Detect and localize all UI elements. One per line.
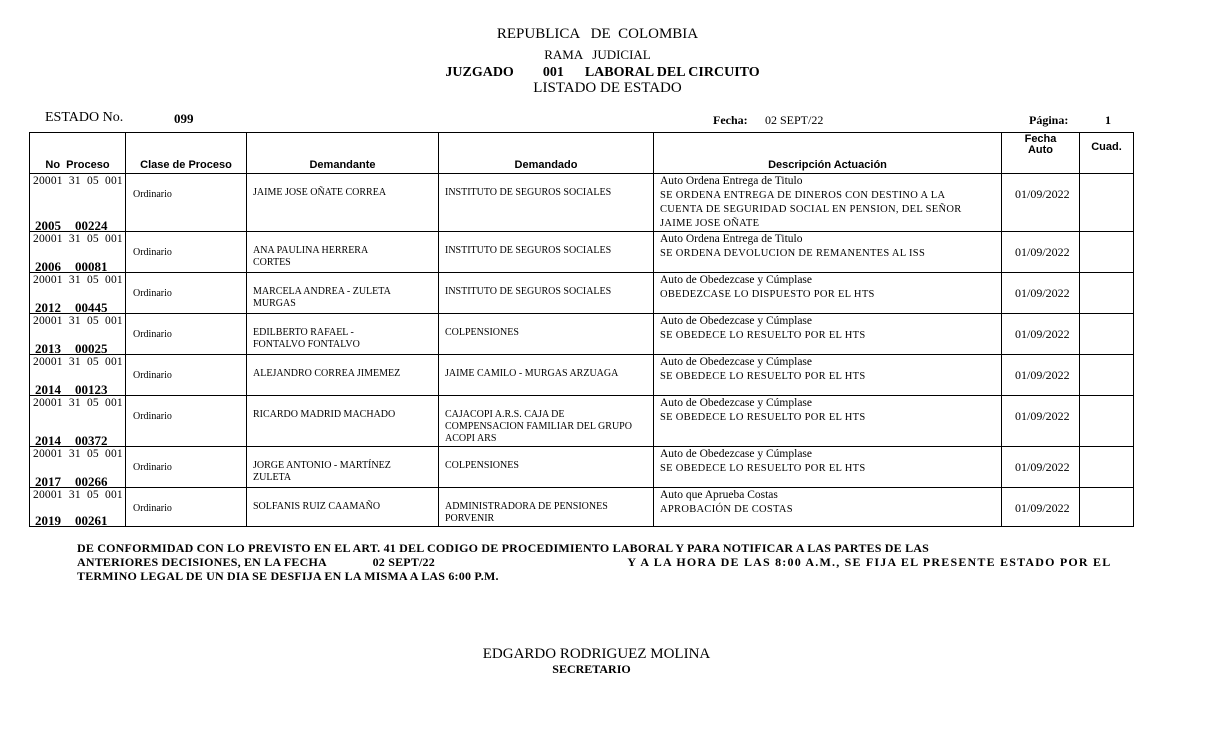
proceso-year: 2006 (35, 259, 61, 274)
proceso-code: 20001 31 05 001 (33, 315, 123, 327)
footer-line3: TERMINO LEGAL DE UN DIA SE DESFIJA EN LA MISMA A LAS 6:00 P.M. (77, 569, 499, 583)
cell-fecha-auto (1002, 273, 1080, 314)
signature-role: SECRETARIO (552, 662, 631, 676)
cell-demandado (439, 174, 654, 232)
cell-cuad (1080, 232, 1134, 273)
demandado-text: ADMINISTRADORA DE PENSIONES PORVENIR (445, 501, 608, 524)
actuacion-title: Auto Ordena Entrega de Titulo (660, 175, 803, 187)
actuacion-desc: OBEDEZCASE LO DISPUESTO POR EL HTS (660, 289, 875, 300)
proceso-radicado (35, 261, 108, 273)
cell-demandante (247, 314, 439, 355)
demandante-text: SOLFANIS RUIZ CAAMAÑO (253, 501, 381, 512)
cell-clase (126, 355, 247, 396)
cell-demandante (247, 447, 439, 488)
table-row (30, 273, 1134, 314)
proceso-code: 20001 31 05 001 (33, 448, 123, 460)
table-header-row (30, 133, 1134, 174)
estado-value: 099 (174, 111, 194, 126)
proceso-code: 20001 31 05 001 (33, 397, 123, 409)
court-number: 001 (542, 65, 564, 80)
fecha-auto-text: 01/09/2022 (1015, 368, 1070, 382)
demandado-text: JAIME CAMILO - MURGAS ARZUAGA (445, 368, 619, 379)
cell-demandante (247, 488, 439, 527)
fecha-value: 02 SEPT/22 (765, 113, 824, 127)
cell-fecha-auto (1002, 488, 1080, 527)
cell-no-proceso (30, 488, 126, 527)
proceso-code: 20001 31 05 001 (33, 356, 123, 368)
cell-clase (126, 396, 247, 447)
table-row (30, 232, 1134, 273)
cell-fecha-auto (1002, 355, 1080, 396)
clase-text: Ordinario (133, 370, 172, 381)
demandado-text: INSTITUTO DE SEGUROS SOCIALES (445, 187, 612, 198)
footer-line2-b: Y A LA HORA DE LAS 8:00 A.M., SE FIJA EL PRESENTE ESTADO POR EL (627, 555, 1112, 569)
cell-clase (126, 174, 247, 232)
actuacion-title: Auto de Obedezcase y Cúmplase (660, 397, 813, 409)
proceso-radicado (35, 302, 108, 314)
clase-text: Ordinario (133, 329, 172, 340)
cell-cuad (1080, 174, 1134, 232)
col-fecha-auto-line2: Auto (1027, 144, 1054, 156)
cell-no-proceso (30, 396, 126, 447)
cell-demandante (247, 232, 439, 273)
footer-line2-a: ANTERIORES DECISIONES, EN LA FECHA (77, 555, 327, 569)
list-title: LISTADO DE ESTADO (533, 80, 682, 96)
cell-descripcion (654, 396, 1002, 447)
fecha-auto-text: 01/09/2022 (1015, 409, 1070, 423)
demandado-text: COLPENSIONES (445, 327, 519, 338)
cell-fecha-auto (1002, 314, 1080, 355)
fecha-auto-text: 01/09/2022 (1015, 327, 1070, 341)
actuacion-desc: SE OBEDECE LO RESUELTO POR EL HTS (660, 371, 866, 382)
proceso-code: 20001 31 05 001 (33, 489, 123, 501)
col-no-proceso: No Proceso (30, 133, 126, 174)
cell-clase (126, 273, 247, 314)
cell-cuad (1080, 396, 1134, 447)
fecha-auto-text: 01/09/2022 (1015, 245, 1070, 259)
cell-descripcion (654, 355, 1002, 396)
fecha-auto-text: 01/09/2022 (1015, 187, 1070, 201)
cell-cuad (1080, 355, 1134, 396)
table-row (30, 314, 1134, 355)
actuacion-title: Auto de Obedezcase y Cúmplase (660, 448, 813, 460)
clase-text: Ordinario (133, 189, 172, 200)
demandado-text: INSTITUTO DE SEGUROS SOCIALES (445, 286, 612, 297)
col-fecha-auto (1002, 133, 1080, 174)
proceso-year: 2014 (35, 382, 61, 397)
proceso-number: 00445 (75, 300, 108, 315)
actuacion-desc: APROBACIÓN DE COSTAS (660, 504, 793, 515)
demandado-text: INSTITUTO DE SEGUROS SOCIALES (445, 245, 612, 256)
cell-fecha-auto (1002, 232, 1080, 273)
court-type: LABORAL DEL CIRCUITO (584, 65, 760, 80)
cell-fecha-auto (1002, 174, 1080, 232)
pagina-value: 1 (1105, 113, 1111, 127)
cell-demandante (247, 174, 439, 232)
proceso-number: 00266 (75, 474, 108, 489)
cell-no-proceso (30, 273, 126, 314)
cell-fecha-auto (1002, 447, 1080, 488)
demandante-text: JORGE ANTONIO - MARTÍNEZ ZULETA (253, 460, 391, 483)
actuacion-desc: SE OBEDECE LO RESUELTO POR EL HTS (660, 412, 866, 423)
fecha-auto-text: 01/09/2022 (1015, 286, 1070, 300)
actuacion-title: Auto de Obedezcase y Cúmplase (660, 274, 813, 286)
cell-descripcion (654, 174, 1002, 232)
cell-cuad (1080, 488, 1134, 527)
demandante-text: RICARDO MADRID MACHADO (253, 409, 396, 420)
proceso-code: 20001 31 05 001 (33, 274, 123, 286)
cell-clase (126, 447, 247, 488)
actuacion-title: Auto que Aprueba Costas (660, 489, 778, 501)
fecha-label: Fecha: (713, 113, 748, 127)
actuacion-desc: SE ORDENA DEVOLUCION DE REMANENTES AL ISS (660, 248, 926, 259)
estado-table (29, 132, 1134, 527)
demandado-text: COLPENSIONES (445, 460, 519, 471)
signature-name: EDGARDO RODRIGUEZ MOLINA (482, 646, 711, 662)
proceso-number: 00123 (75, 382, 108, 397)
proceso-number: 00081 (75, 259, 108, 274)
proceso-radicado (35, 220, 108, 232)
proceso-code: 20001 31 05 001 (33, 175, 123, 187)
table-row (30, 396, 1134, 447)
cell-demandante (247, 396, 439, 447)
table-row (30, 447, 1134, 488)
proceso-number: 00372 (75, 433, 108, 448)
cell-clase (126, 488, 247, 527)
proceso-radicado (35, 384, 108, 396)
actuacion-desc: SE OBEDECE LO RESUELTO POR EL HTS (660, 463, 866, 474)
pagina-label: Página: (1029, 113, 1069, 127)
actuacion-desc: SE OBEDECE LO RESUELTO POR EL HTS (660, 330, 866, 341)
proceso-number: 00224 (75, 218, 108, 233)
fecha-auto-text: 01/09/2022 (1015, 501, 1070, 515)
cell-demandado (439, 396, 654, 447)
proceso-year: 2012 (35, 300, 61, 315)
table-row (30, 488, 1134, 527)
proceso-year: 2019 (35, 513, 61, 528)
cell-no-proceso (30, 355, 126, 396)
col-descripcion: Descripción Actuación (654, 133, 1002, 174)
cell-demandado (439, 355, 654, 396)
demandado-text: CAJACOPI A.R.S. CAJA DE COMPENSACION FAMILIAR DEL GRUPO ACOPI ARS (445, 409, 632, 444)
proceso-radicado (35, 476, 108, 488)
proceso-year: 2017 (35, 474, 61, 489)
actuacion-desc: SE ORDENA ENTREGA DE DINEROS CON DESTINO A LA CUENTA DE SEGURIDAD SOCIAL EN PENSION, DEL SEÑOR JAIME JOSE OÑATE (660, 190, 962, 229)
cell-demandante (247, 355, 439, 396)
table-row (30, 174, 1134, 232)
proceso-code: 20001 31 05 001 (33, 233, 123, 245)
col-clase: Clase de Proceso (126, 133, 247, 174)
clase-text: Ordinario (133, 288, 172, 299)
demandante-text: JAIME JOSE OÑATE CORREA (253, 187, 387, 198)
proceso-year: 2013 (35, 341, 61, 356)
col-demandante: Demandante (247, 133, 439, 174)
cell-fecha-auto (1002, 396, 1080, 447)
proceso-number: 00261 (75, 513, 108, 528)
cell-demandado (439, 488, 654, 527)
header-country: REPUBLICA DE COLOMBIA (496, 26, 699, 42)
cell-descripcion (654, 447, 1002, 488)
demandante-text: ALEJANDRO CORREA JIMEMEZ (253, 368, 401, 379)
estado-label: ESTADO No. (45, 110, 124, 125)
clase-text: Ordinario (133, 462, 172, 473)
cell-descripcion (654, 314, 1002, 355)
cell-no-proceso (30, 232, 126, 273)
proceso-radicado (35, 343, 108, 355)
cell-clase (126, 232, 247, 273)
col-fecha-auto-line1: Fecha (1024, 133, 1057, 145)
cell-demandado (439, 273, 654, 314)
header-court (0, 65, 1205, 81)
court-word: JUZGADO (445, 65, 514, 80)
proceso-year: 2014 (35, 433, 61, 448)
actuacion-title: Auto de Obedezcase y Cúmplase (660, 356, 813, 368)
proceso-year: 2005 (35, 218, 61, 233)
footer-date: 02 SEPT/22 (372, 555, 435, 569)
col-cuad: Cuad. (1080, 133, 1134, 174)
cell-demandante (247, 273, 439, 314)
demandante-text: MARCELA ANDREA - ZULETA MURGAS (253, 286, 391, 309)
table-row (30, 355, 1134, 396)
proceso-radicado (35, 435, 108, 447)
cell-demandado (439, 232, 654, 273)
header-branch: RAMA JUDICIAL (544, 47, 651, 62)
actuacion-title: Auto Ordena Entrega de Titulo (660, 233, 803, 245)
cell-cuad (1080, 447, 1134, 488)
clase-text: Ordinario (133, 247, 172, 258)
actuacion-title: Auto de Obedezcase y Cúmplase (660, 315, 813, 327)
clase-text: Ordinario (133, 503, 172, 514)
demandante-text: ANA PAULINA HERRERA CORTES (253, 245, 368, 268)
col-demandado: Demandado (439, 133, 654, 174)
proceso-number: 00025 (75, 341, 108, 356)
footer-notice (77, 541, 1111, 583)
proceso-radicado (35, 515, 108, 527)
cell-descripcion (654, 273, 1002, 314)
cell-descripcion (654, 488, 1002, 527)
cell-clase (126, 314, 247, 355)
cell-no-proceso (30, 447, 126, 488)
demandante-text: EDILBERTO RAFAEL - FONTALVO FONTALVO (253, 327, 360, 350)
cell-descripcion (654, 232, 1002, 273)
cell-cuad (1080, 273, 1134, 314)
footer-line1: DE CONFORMIDAD CON LO PREVISTO EN EL ART. 41 DEL CODIGO DE PROCEDIMIENTO LABORAL Y PARA NOTIFICAR A LAS PARTES DE LAS (77, 541, 930, 555)
fecha-auto-text: 01/09/2022 (1015, 460, 1070, 474)
cell-no-proceso (30, 174, 126, 232)
footer-line2 (77, 555, 1111, 569)
cell-no-proceso (30, 314, 126, 355)
cell-demandado (439, 447, 654, 488)
cell-demandado (439, 314, 654, 355)
clase-text: Ordinario (133, 411, 172, 422)
cell-cuad (1080, 314, 1134, 355)
